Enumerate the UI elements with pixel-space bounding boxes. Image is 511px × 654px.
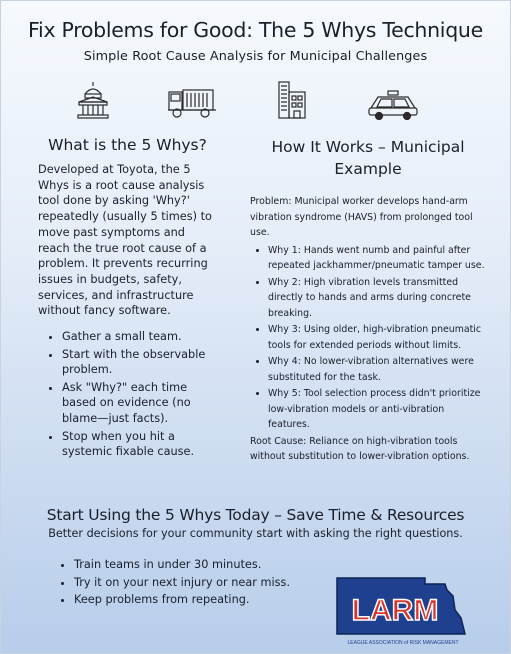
list-item: • Ask "Why?" each time based on evidence (no blame—just facts). [62,380,218,427]
list-item: • Try it on your next injury or near miss. [74,574,290,592]
page-subtitle: Simple Root Cause Analysis for Municipal Challenges [83,49,428,64]
how-it-works-section [250,136,486,465]
larm-logo [333,574,475,649]
why-item: • Why 1: Hands went numb and painful after repeated jackhammer/pneumatic tamper use. [268,243,486,274]
root-cause: Root Cause: Reliance on high-vibration tools without substitution to lower-vibration options. [250,435,470,462]
list-item: • Train teams in under 30 minutes. [74,556,290,574]
steps-list [38,329,218,460]
how-it-works-heading: How It Works – Municipal Example [271,138,465,178]
list-item: • Gather a small team. [62,329,218,345]
why-item: • Why 4: No lower-vibration alternatives were substituted for the task. [268,354,486,385]
taxi-icon [367,90,419,132]
why-item: • Why 2: High vibration levels transmitted directly to hands and arms during concrete breaking. [268,275,486,322]
why-item: • Why 5: Tool selection process didn't prioritize low-vibration models or anti-vibration features. [268,386,486,433]
why-item: • Why 3: Using older, high-vibration pneumatic tools for extended periods without limits. [268,322,486,353]
truck-icon [167,86,217,128]
cta-subtitle: Better decisions for your community start with asking the right questions. [48,527,463,540]
logo-tagline: LEAGUE ASSOCIATION of RISK MANAGEMENT [347,640,459,646]
logo-wordmark: LARM [351,594,439,627]
cta-title: Start Using the 5 Whys Today – Save Time & Resources [46,506,465,524]
page-title: Fix Problems for Good: The 5 Whys Technique [28,18,483,42]
what-is-body: Developed at Toyota, the 5 Whys is a root cause analysis tool done by asking 'Why?' repeatedly (usually 5 times) to move past symptoms and reach the true root cause of a problem. It prevents recurring issues in budgets, safety, services, and infrastructure without fancy software. [38,163,212,318]
list-item: • Stop when you hit a systemic fixable cause. [62,429,218,460]
city-hall-icon [76,80,110,122]
cta-list [50,556,290,609]
what-is-section [38,136,218,462]
whys-list [250,243,486,433]
what-is-heading: What is the 5 Whys? [48,136,207,154]
list-item: • Start with the observable problem. [62,347,218,378]
problem-statement: Problem: Municipal worker develops hand-arm vibration syndrome (HAVS) from prolonged tool use. [250,196,473,238]
office-building-icon [276,80,308,122]
list-item: • Keep problems from repeating. [74,591,290,609]
